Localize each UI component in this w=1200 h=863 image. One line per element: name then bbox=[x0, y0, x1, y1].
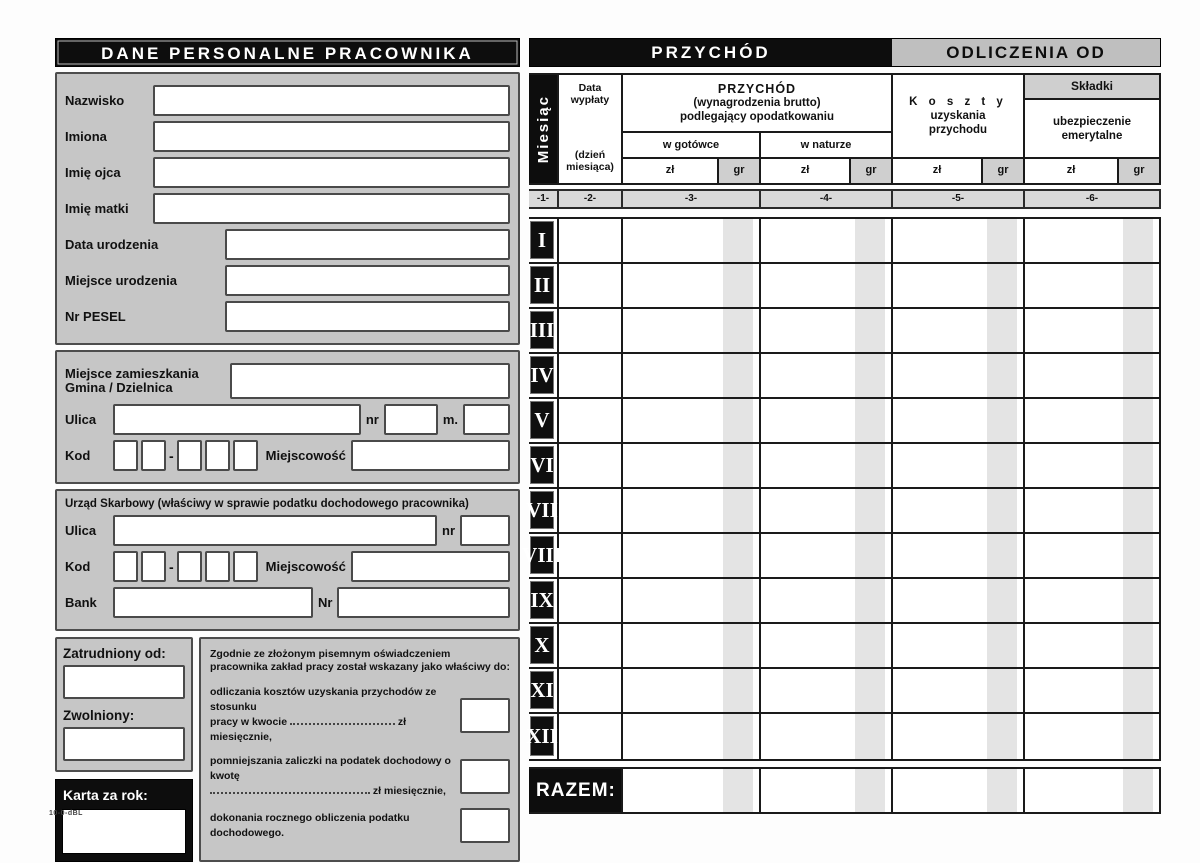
cash-label: w gotówce bbox=[623, 133, 759, 159]
gr-stripe bbox=[1123, 669, 1153, 712]
costs-amount-cell[interactable] bbox=[893, 309, 1025, 352]
cash-amount-cell[interactable] bbox=[623, 624, 761, 667]
table-row bbox=[529, 444, 1159, 489]
gr-stripe bbox=[723, 714, 753, 759]
month-cell bbox=[529, 219, 559, 262]
declaration-item-3-text: dokonania rocznego obliczenia podatku dochodowego. bbox=[210, 811, 410, 839]
us-miejscowosc-label: Miejscowość bbox=[265, 559, 346, 574]
gr-stripe bbox=[723, 399, 753, 442]
inkind-subcolumn-header bbox=[761, 133, 891, 183]
pension-amount-cell[interactable] bbox=[1025, 534, 1159, 577]
column-number-row bbox=[529, 189, 1161, 209]
column-number: -3- bbox=[623, 191, 761, 207]
gr-header: gr bbox=[983, 159, 1023, 183]
inkind-amount-cell[interactable] bbox=[761, 669, 893, 712]
gr-stripe bbox=[987, 534, 1017, 577]
field-row-gmina bbox=[65, 363, 510, 399]
column-number: -4- bbox=[761, 191, 893, 207]
bank-nr-input[interactable] bbox=[337, 587, 510, 618]
pay-date-cell[interactable] bbox=[559, 399, 623, 442]
inkind-amount-cell[interactable] bbox=[761, 309, 893, 352]
field-row-imiona bbox=[65, 121, 510, 152]
us-ulica-label: Ulica bbox=[65, 522, 97, 538]
us-nr-label: nr bbox=[442, 523, 455, 538]
imiona-label: Imiona bbox=[65, 128, 107, 144]
imie-matki-input[interactable] bbox=[153, 193, 510, 224]
month-label: I bbox=[530, 221, 554, 259]
declaration-intro: Zgodnie ze złożonym pisemnym oświadczeniem pracownika zakład pracy został wskazany jako właściwy do: bbox=[210, 648, 510, 673]
table-row bbox=[529, 354, 1159, 399]
cash-amount-cell[interactable] bbox=[623, 669, 761, 712]
cash-amount-cell[interactable] bbox=[623, 489, 761, 532]
gr-stripe bbox=[723, 354, 753, 397]
table-row bbox=[522, 534, 1159, 579]
pension-label: ubezpieczenie emerytalne bbox=[1025, 100, 1159, 159]
cash-amount-cell[interactable] bbox=[623, 264, 761, 307]
gr-stripe bbox=[723, 579, 753, 622]
costs-amount-cell[interactable] bbox=[893, 534, 1025, 577]
deductions-banner: ODLICZENIA OD bbox=[892, 39, 1160, 66]
gr-stripe bbox=[723, 624, 753, 667]
costs-amount-cell[interactable] bbox=[893, 624, 1025, 667]
month-label: XI bbox=[530, 671, 554, 709]
field-row-data-urodzenia bbox=[65, 229, 510, 260]
total-inkind-cell[interactable] bbox=[761, 769, 893, 812]
inkind-label: w naturze bbox=[761, 133, 891, 159]
gmina-label: Miejsce zamieszkania Gmina / Dzielnica bbox=[65, 366, 199, 395]
total-pension-cell[interactable] bbox=[1025, 769, 1159, 812]
costs-amount-cell[interactable] bbox=[893, 354, 1025, 397]
total-row bbox=[529, 767, 1161, 814]
declaration-item-2 bbox=[210, 754, 510, 799]
pay-date-cell[interactable] bbox=[559, 219, 623, 262]
employed-from-label: Zatrudniony od: bbox=[63, 646, 166, 661]
gr-stripe bbox=[723, 534, 753, 577]
month-cell bbox=[529, 354, 559, 397]
kod-label: Kod bbox=[65, 447, 91, 463]
nr-input[interactable] bbox=[384, 404, 438, 435]
gr-stripe bbox=[987, 624, 1017, 667]
month-cell bbox=[526, 714, 559, 759]
miejscowosc-input[interactable] bbox=[351, 440, 510, 471]
pesel-input[interactable] bbox=[225, 301, 510, 332]
left-panel-title: DANE PERSONALNE PRACOWNIKA bbox=[55, 38, 520, 67]
bottom-section bbox=[55, 637, 520, 862]
gr-stripe bbox=[1123, 624, 1153, 667]
gr-stripe bbox=[1123, 579, 1153, 622]
nazwisko-input[interactable] bbox=[153, 85, 510, 116]
pay-date-cell[interactable] bbox=[559, 354, 623, 397]
month-label: XII bbox=[530, 716, 554, 756]
gr-stripe bbox=[855, 669, 885, 712]
kod-box-1[interactable] bbox=[113, 440, 138, 471]
kod-box-2[interactable] bbox=[141, 440, 166, 471]
pension-amount-cell[interactable] bbox=[1025, 309, 1159, 352]
contributions-label: Składki bbox=[1025, 75, 1159, 100]
cash-amount-cell[interactable] bbox=[623, 399, 761, 442]
pay-date-cell[interactable] bbox=[559, 534, 623, 577]
gr-stripe bbox=[1123, 444, 1153, 487]
month-header-label: Miesiąc bbox=[534, 94, 552, 164]
month-label: IX bbox=[530, 581, 554, 619]
kod-dash: - bbox=[169, 447, 174, 464]
ulica-label: Ulica bbox=[65, 411, 97, 427]
gr-stripe bbox=[1123, 309, 1153, 352]
imie-ojca-input[interactable] bbox=[153, 157, 510, 188]
banner-row bbox=[529, 38, 1161, 67]
costs-amount-cell[interactable] bbox=[893, 444, 1025, 487]
cash-amount-cell[interactable] bbox=[623, 309, 761, 352]
pension-amount-cell[interactable] bbox=[1025, 264, 1159, 307]
inkind-amount-cell[interactable] bbox=[761, 354, 893, 397]
inkind-amount-cell[interactable] bbox=[761, 489, 893, 532]
gr-stripe bbox=[855, 579, 885, 622]
card-year-box bbox=[55, 779, 193, 862]
declaration-item-1 bbox=[210, 685, 510, 745]
gr-stripe bbox=[987, 309, 1017, 352]
kod-box-4[interactable] bbox=[205, 440, 230, 471]
us-miejscowosc-input[interactable] bbox=[351, 551, 510, 582]
inkind-amount-cell[interactable] bbox=[761, 399, 893, 442]
table-row bbox=[526, 714, 1159, 759]
cash-amount-cell[interactable] bbox=[623, 579, 761, 622]
gr-stripe bbox=[987, 714, 1017, 759]
pension-amount-cell[interactable] bbox=[1025, 669, 1159, 712]
nr-label: nr bbox=[365, 412, 379, 427]
cash-amount-cell[interactable] bbox=[623, 714, 761, 759]
table-row bbox=[529, 399, 1159, 444]
costs-amount-cell[interactable] bbox=[893, 579, 1025, 622]
month-label: VI bbox=[530, 446, 554, 484]
costs-amount-cell[interactable] bbox=[893, 219, 1025, 262]
us-kod-box-1[interactable] bbox=[113, 551, 138, 582]
declaration-box bbox=[199, 637, 520, 862]
pesel-label: Nr PESEL bbox=[65, 308, 126, 324]
ulica-input[interactable] bbox=[113, 404, 361, 435]
us-kod-box-2[interactable] bbox=[141, 551, 166, 582]
table-row bbox=[529, 309, 1159, 354]
employee-data-panel bbox=[49, 38, 520, 862]
kod-box-5[interactable] bbox=[233, 440, 258, 471]
m-label: m. bbox=[442, 412, 458, 427]
income-column-group-header bbox=[623, 75, 893, 183]
declaration-item-1-text: odliczania kosztów uzyskania przychodów ze stosunku pracy w kwocie zł miesięcznie, bbox=[210, 686, 437, 743]
us-kod-dash: - bbox=[169, 558, 174, 575]
residence-box bbox=[55, 350, 520, 484]
costs-deduction-checkbox[interactable] bbox=[460, 698, 510, 733]
pay-date-cell[interactable] bbox=[559, 669, 623, 712]
month-cell bbox=[526, 489, 559, 532]
month-cell bbox=[529, 444, 559, 487]
costs-column-header bbox=[893, 75, 1025, 183]
month-label: III bbox=[530, 311, 554, 349]
gr-header: gr bbox=[719, 159, 759, 183]
contributions-column-header bbox=[1025, 75, 1159, 183]
month-column-header bbox=[529, 75, 559, 183]
us-ulica-input[interactable] bbox=[113, 515, 437, 546]
field-row-nazwisko bbox=[65, 85, 510, 116]
gr-stripe bbox=[723, 489, 753, 532]
month-cell bbox=[529, 624, 559, 667]
column-number: -5- bbox=[893, 191, 1025, 207]
gr-stripe bbox=[855, 399, 885, 442]
cash-amount-cell[interactable] bbox=[623, 534, 761, 577]
column-number: -6- bbox=[1085, 193, 1099, 204]
pension-amount-cell[interactable] bbox=[1025, 624, 1159, 667]
imie-ojca-label: Imię ojca bbox=[65, 164, 121, 180]
gr-stripe bbox=[987, 769, 1017, 812]
inkind-amount-cell[interactable] bbox=[761, 624, 893, 667]
pension-amount-cell[interactable] bbox=[1025, 714, 1159, 759]
field-row-ulica bbox=[65, 404, 510, 435]
gr-stripe bbox=[1123, 714, 1153, 759]
gr-stripe bbox=[1123, 264, 1153, 307]
inkind-amount-cell[interactable] bbox=[761, 534, 893, 577]
gr-stripe bbox=[987, 399, 1017, 442]
us-kod-box-3[interactable] bbox=[177, 551, 202, 582]
gr-stripe bbox=[1123, 489, 1153, 532]
tax-office-box bbox=[55, 489, 520, 631]
pay-date-cell[interactable] bbox=[559, 714, 623, 759]
us-nr-input[interactable] bbox=[460, 515, 510, 546]
month-cell bbox=[529, 399, 559, 442]
month-label: VIII bbox=[530, 536, 554, 574]
pay-date-cell[interactable] bbox=[559, 444, 623, 487]
gr-stripe bbox=[987, 219, 1017, 262]
pension-amount-cell[interactable] bbox=[1025, 354, 1159, 397]
miejscowosc-label: Miejscowość bbox=[265, 448, 346, 463]
employment-box bbox=[55, 637, 193, 772]
pay-date-label-top: Data wypłaty bbox=[570, 82, 610, 106]
gr-stripe bbox=[855, 489, 885, 532]
bank-nr-label: Nr bbox=[318, 595, 333, 610]
pay-date-cell[interactable] bbox=[559, 309, 623, 352]
amount-dotted-line[interactable] bbox=[290, 716, 395, 725]
gr-stripe bbox=[987, 579, 1017, 622]
month-label: II bbox=[530, 266, 554, 304]
field-row-us-kod bbox=[65, 551, 510, 582]
pay-date-cell[interactable] bbox=[559, 624, 623, 667]
month-label: X bbox=[530, 626, 554, 664]
month-cell bbox=[522, 534, 562, 577]
inkind-amount-cell[interactable] bbox=[761, 714, 893, 759]
pension-amount-cell[interactable] bbox=[1025, 219, 1159, 262]
income-subcolumns bbox=[623, 133, 891, 183]
zl-header: zł bbox=[893, 159, 983, 183]
pay-date-column-header bbox=[559, 75, 623, 183]
month-label: VII bbox=[530, 491, 554, 529]
bank-label: Bank bbox=[65, 594, 97, 610]
annual-settlement-checkbox[interactable] bbox=[460, 808, 510, 843]
gr-stripe bbox=[855, 534, 885, 577]
gr-header: gr bbox=[1119, 159, 1159, 183]
miejsce-urodzenia-input[interactable] bbox=[225, 265, 510, 296]
declaration-item-2-text: pomniejszania zaliczki na podatek dochodowy o kwotę zł miesięcznie, bbox=[210, 755, 451, 797]
field-row-kod bbox=[65, 440, 510, 471]
month-cell bbox=[529, 669, 559, 712]
field-row-pesel bbox=[65, 301, 510, 332]
gr-stripe bbox=[723, 444, 753, 487]
kod-box-3[interactable] bbox=[177, 440, 202, 471]
imie-matki-label: Imię matki bbox=[65, 200, 129, 216]
gr-stripe bbox=[855, 714, 885, 759]
zl-header: zł bbox=[623, 159, 719, 183]
us-kod-label: Kod bbox=[65, 558, 91, 574]
costs-amount-cell[interactable] bbox=[893, 264, 1025, 307]
gr-stripe bbox=[723, 219, 753, 262]
gr-stripe bbox=[987, 489, 1017, 532]
gr-stripe bbox=[723, 769, 753, 812]
field-row-bank bbox=[65, 587, 510, 618]
income-banner: PRZYCHÓD bbox=[530, 39, 892, 66]
amount-dotted-line[interactable] bbox=[210, 785, 370, 794]
table-row bbox=[526, 489, 1159, 534]
table-row bbox=[529, 669, 1159, 714]
gr-stripe bbox=[855, 264, 885, 307]
table-row bbox=[529, 264, 1159, 309]
gr-stripe bbox=[1123, 534, 1153, 577]
terminated-label: Zwolniony: bbox=[63, 708, 135, 723]
data-urodzenia-input[interactable] bbox=[225, 229, 510, 260]
income-group-title: PRZYCHÓD (wynagrodzenia brutto) podlegający opodatkowaniu bbox=[623, 75, 891, 133]
nazwisko-label: Nazwisko bbox=[65, 92, 125, 108]
month-cell bbox=[529, 579, 559, 622]
bank-input[interactable] bbox=[113, 587, 313, 618]
inkind-amount-cell[interactable] bbox=[761, 219, 893, 262]
m-input[interactable] bbox=[463, 404, 510, 435]
pay-date-cell[interactable] bbox=[559, 579, 623, 622]
cash-subcolumn-header bbox=[623, 133, 761, 183]
gr-stripe bbox=[987, 444, 1017, 487]
gr-stripe bbox=[855, 769, 885, 812]
gr-stripe bbox=[855, 444, 885, 487]
inkind-amount-cell[interactable] bbox=[761, 579, 893, 622]
costs-amount-cell[interactable] bbox=[893, 714, 1025, 759]
month-label: IV bbox=[530, 356, 554, 394]
personal-data-box bbox=[55, 72, 520, 345]
gmina-input[interactable] bbox=[230, 363, 510, 399]
costs-amount-cell[interactable] bbox=[893, 489, 1025, 532]
data-urodzenia-label: Data urodzenia bbox=[65, 236, 159, 252]
pension-amount-cell[interactable] bbox=[1025, 399, 1159, 442]
pay-date-label-bottom: (dzień miesiąca) bbox=[566, 149, 614, 173]
field-row-us-ulica bbox=[65, 515, 510, 546]
card-year-label: Karta za rok: bbox=[63, 787, 148, 803]
column-number: -2- bbox=[559, 191, 623, 207]
pension-amount-cell[interactable] bbox=[1025, 444, 1159, 487]
month-cell bbox=[529, 264, 559, 307]
imiona-input[interactable] bbox=[153, 121, 510, 152]
gr-stripe bbox=[1123, 354, 1153, 397]
costs-amount-cell[interactable] bbox=[893, 669, 1025, 712]
cash-amount-cell[interactable] bbox=[623, 219, 761, 262]
table-row bbox=[529, 219, 1159, 264]
field-row-imie-ojca bbox=[65, 157, 510, 188]
cash-amount-cell[interactable] bbox=[623, 354, 761, 397]
total-costs-cell[interactable] bbox=[893, 769, 1025, 812]
declaration-item-3 bbox=[210, 808, 510, 843]
gr-stripe bbox=[855, 624, 885, 667]
cash-amount-cell[interactable] bbox=[623, 444, 761, 487]
pay-date-cell[interactable] bbox=[559, 264, 623, 307]
pay-date-cell[interactable] bbox=[559, 489, 623, 532]
zl-header: zł bbox=[1025, 159, 1119, 183]
tax-office-header: Urząd Skarbowy (właściwy w sprawie podatku dochodowego pracownika) bbox=[65, 498, 469, 510]
gr-stripe bbox=[987, 264, 1017, 307]
table-row bbox=[529, 624, 1159, 669]
gr-stripe bbox=[1123, 769, 1153, 812]
gr-stripe bbox=[723, 264, 753, 307]
pension-amount-cell[interactable] bbox=[1025, 579, 1159, 622]
us-kod-box-4[interactable] bbox=[205, 551, 230, 582]
advance-reduction-checkbox[interactable] bbox=[460, 759, 510, 794]
income-table-header bbox=[529, 73, 1161, 185]
employment-column bbox=[55, 637, 193, 862]
employed-from-input[interactable] bbox=[63, 665, 185, 699]
gr-header: gr bbox=[851, 159, 891, 183]
gr-stripe bbox=[1123, 219, 1153, 262]
gr-stripe bbox=[855, 354, 885, 397]
month-cell bbox=[529, 309, 559, 352]
gr-stripe bbox=[1123, 399, 1153, 442]
inkind-amount-cell[interactable] bbox=[761, 444, 893, 487]
terminated-input[interactable] bbox=[63, 727, 185, 761]
gr-stripe bbox=[855, 219, 885, 262]
zl-header: zł bbox=[761, 159, 851, 183]
column-number: -1- bbox=[529, 191, 559, 207]
gr-stripe bbox=[723, 669, 753, 712]
total-label: RAZEM: bbox=[529, 769, 623, 812]
table-row bbox=[529, 579, 1159, 624]
month-label: V bbox=[530, 401, 554, 439]
gr-stripe bbox=[855, 309, 885, 352]
income-rows bbox=[522, 217, 1161, 761]
total-cash-cell[interactable] bbox=[623, 769, 761, 812]
costs-label: K o s z t y uzyskania przychodu bbox=[893, 75, 1023, 159]
inkind-amount-cell[interactable] bbox=[761, 264, 893, 307]
field-row-imie-matki bbox=[65, 193, 510, 224]
gr-stripe bbox=[987, 354, 1017, 397]
field-row-miejsce-urodzenia bbox=[65, 265, 510, 296]
us-kod-box-5[interactable] bbox=[233, 551, 258, 582]
income-table-panel bbox=[522, 38, 1161, 814]
gr-stripe bbox=[723, 309, 753, 352]
form-code: 10-0-dBL bbox=[49, 810, 83, 817]
gr-stripe bbox=[987, 669, 1017, 712]
miejsce-urodzenia-label: Miejsce urodzenia bbox=[65, 272, 177, 288]
pension-amount-cell[interactable] bbox=[1025, 489, 1159, 532]
costs-amount-cell[interactable] bbox=[893, 399, 1025, 442]
